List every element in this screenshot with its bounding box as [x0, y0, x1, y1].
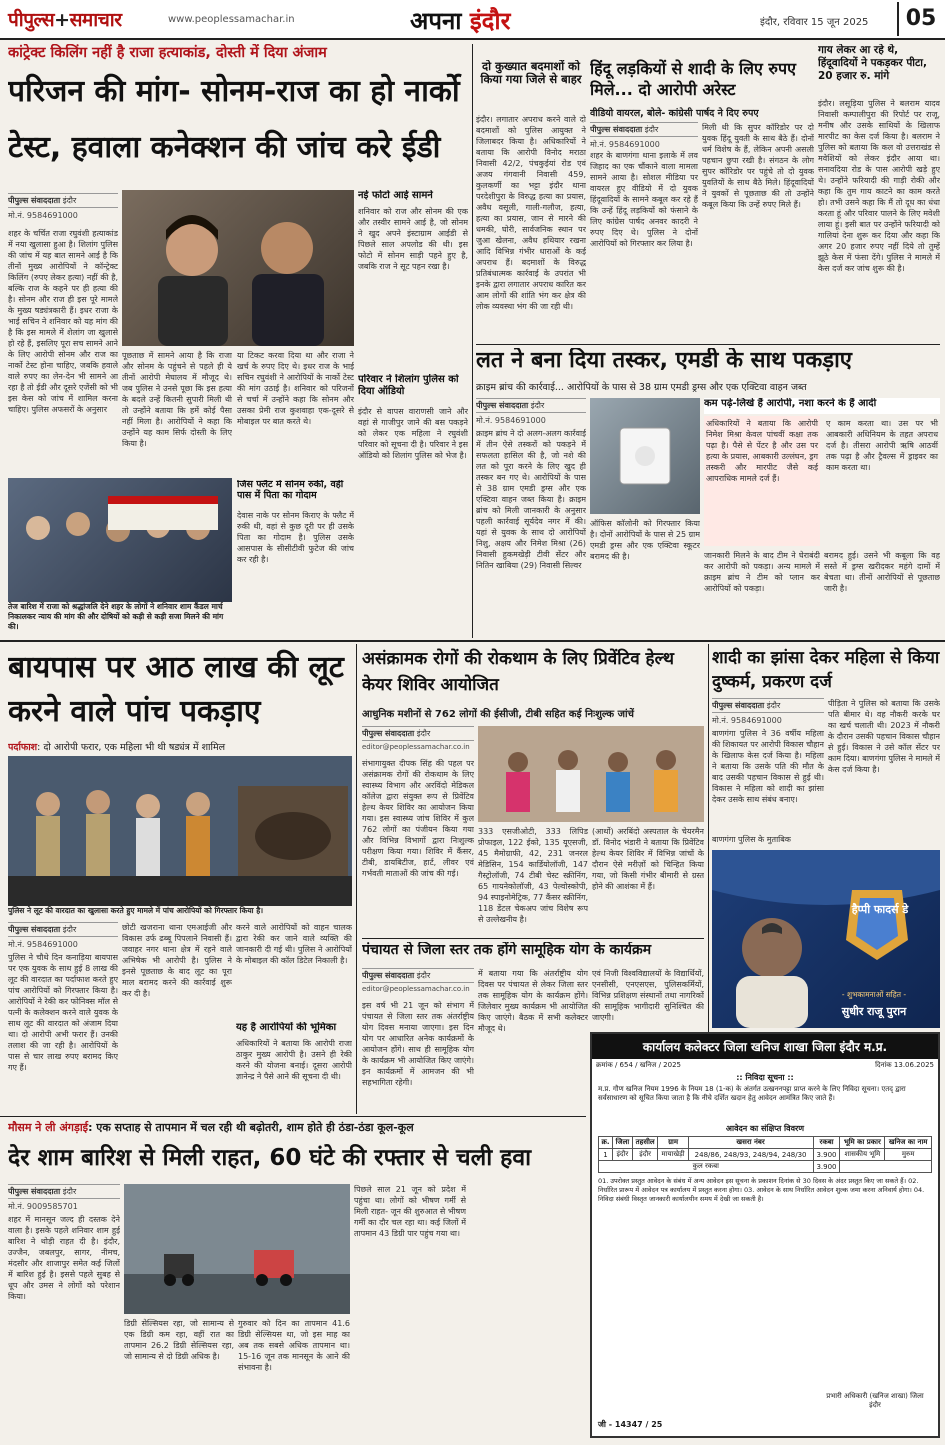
story6-sub-body: अधिकारियों ने बताया कि आरोपी राजा ठाकुर मुख्य आरोपी है। उसने ही रेकी करने की योजना बनाई। दूसरा आरोपी ज्ञानेन्द्र ने पैसे आने की सूचना दी थी।	[236, 1039, 352, 1081]
story5-body: क्राइम ब्रांच ने दो अलग-अलग कार्रवाई में तीन ऐसे तस्करों को पकड़ने में सफलता हासिल की है, जो नशे की लत को पूरा करने के लिए खुद ही तस्कर बन गए थे। आरोपियों के पास से 38 ग्राम एमडी ड्रग्स और एक एक्टिवा वाहन जब्त किया है। क्राइम ब्रांच को मिली जानकारी के अनुसार पहली कार्रवाई सूर्यदेव नगर में की। यहां से युवक के साथ दो आरोपियों निशु, अक्षय और निमेश मिश्रा (26) निवासी हुकमखेड़ी टीवी सेंटर और नितिन खाबिया (29) निवासी सिल्वर	[476, 429, 586, 570]
story6-byline: पीपुल्स संवाददाता इंदौर मो.नं. 9584691000	[8, 922, 118, 950]
story9-footer: बाणगंगा पुलिस के मुताबिक	[712, 835, 791, 844]
story3-byline: पीपुल्स संवाददाता इंदौर मो.नं. 9584691000	[590, 122, 698, 150]
story5-box-body2: ए काम करता था। उस पर भी आबकारी अधिनियम के तहत अपराध दर्ज है। तीसरा आरोपी ऋषि आठवीं तक पढ़ा है और ट्रैवल्स में ड्राइवर का काम करता था।	[826, 419, 938, 472]
story3-headline: हिंदू लड़कियों से शादी के लिए रुपए मिले... दो आरोपी अरेस्ट	[590, 59, 796, 99]
story1-kicker: कांट्रेक्ट किलिंग नहीं है राजा हत्याकांड, दोस्ती में दिया अंजाम	[8, 45, 327, 61]
newspaper-logo[interactable]: पीपुल्स+समाचार	[8, 9, 122, 31]
story7-sub: आधुनिक मशीनों से 762 लोगों की ईसीजी, टीबी सहित कई निःशुल्क जांचें	[362, 709, 634, 720]
fathers-day-wish: - शुभकामनाओं सहित -	[841, 990, 907, 999]
story10-body: शहर में मानसून जल्द ही दस्तक देने वाला है। इसके पहले शनिवार शाम हुई बारिश ने थोड़ी राहत दी है। इंदौर, उज्जैन, जबलपुर, सागर, नीमच, मंदसौर और शाजापुर समेत कई जिलों में बारिश हुई है। इससे पहले सुबह से धूप और उमस ने लोगों को परेशान किया।	[8, 1215, 120, 1301]
story1-sub2: परिवार ने शिलांग पुलिस को दिया ऑडियो	[358, 374, 459, 397]
story6-police-photo	[8, 756, 352, 906]
story6-sub: पर्दाफाश: दो आरोपी फरार, एक महिला भी थी षड्यंत्र में शामिल	[8, 742, 226, 753]
notice-table	[598, 1136, 932, 1173]
notice-title: कार्यालय कलेक्टर जिला खनिज शाखा जिला इंदौर म.प्र.	[592, 1034, 938, 1059]
story5-body3: बरामद हुई। उसने भी कबूला कि वह सस्ते में ड्रग्स खरीदकर महंगे दामों में बेचता था। तीनों आरोपियों से पूछताछ जारी है।	[824, 551, 940, 593]
story1-body2: पूछताछ में सामने आया है कि राजा और सोनम के पहुंचने से पहले ही ये तीनों आरोपी मेघालय में मौजूद थे। जब पुलिस ने उनसे पूछा कि इस हत्या के बदले उन्हें कितनी सुपारी मिली थी तो उन्होंने बताया कि हमें कोई पैसा नहीं मिला है। आरोपियों ने कहा कि उन्होंने यह काम सिर्फ दोस्ती के लिए किया है।	[122, 351, 232, 448]
tender-notice	[590, 1032, 940, 1438]
story8-body3: एवं निजी विश्वविद्यालयों के विद्यार्थियों, एनसीसी, एनएसएस, पुलिसकर्मियों, विभिन्न प्रशिक्षण संस्थानों तथा नागरिकों की सामूहिक भागीदारी सुनिश्चित की जाएगी।	[592, 969, 704, 1022]
story2-headline: दो कुख्यात बदमाशों को किया गया जिले से बाहर	[480, 60, 582, 87]
website-url[interactable]: www.peoplessamachar.in	[168, 14, 295, 25]
story7-byline: पीपुल्स संवाददाता इंदौर editor@peoplessamachar.co.in	[362, 726, 474, 756]
story7-headline: असंक्रामक रोगों की रोकथाम के लिए प्रिवेंटिव हेल्थ केयर शिविर आयोजित	[362, 649, 674, 695]
press-conference-illustration	[8, 756, 352, 906]
story1-candle-march-photo	[8, 478, 232, 602]
story8-body: इस वर्ष भी 21 जून को संभाग में पंचायत से जिला स्तर तक अंतर्राष्ट्रीय योग दिवस मनाया जाएगा। इस दिन योग पर आधारित अनेक कार्यक्रमों के आयोजन होंगे। साथ ही सामूहिक योग के कार्यक्रम भी आयोजित किए जाएंगे। इन कार्यक्रमों में आमजन की भी सहभागिता रहेगी।	[362, 1001, 474, 1087]
section-title: अपना इंदौर	[410, 7, 511, 35]
story6-body2: छोटी खजराना थाना एमआईजी और विकास उर्फ ढब्बू पिपलाने निवासी हैं। जवाहर नगर थाना क्षेत्र में रहने वाले अभिषेक भी आरोपी है। पुलिस ने इनसे पूछताछ के बाद लूट का पूरा माल बरामद करने की कार्रवाई शुरू कर दी है।	[122, 923, 232, 998]
drug-packet-illustration	[590, 398, 700, 514]
row-divider	[0, 1116, 586, 1117]
story3-sub: वीडियो वायरल, बोले- कांग्रेसी पार्षद ने दिए रुपए	[590, 108, 759, 119]
story3-body2: मिली थी कि सुपर कॉरिडोर पर दो युवक हिंदू युवती के साथ बैठे हैं। दोनों धर्म विशेष के हैं, लेकिन अपनी असली पहचान छुपा रखी है। संगठन के लोग सुपर कॉरिडोर पर पहुंचे तो दो युवक युवतियों के साथ बैठे मिले। हिंदूवादियों ने युवकों से पूछताछ की तो उन्होंने कबूल किया कि उन्हें रुपए मिले हैं।	[702, 123, 814, 209]
story5-headline: लत ने बना दिया तस्कर, एमडी के साथ पकड़ाए	[476, 348, 852, 373]
story10-headline: देर शाम बारिश से मिली राहत, 60 घंटे की रफ्तार से चली हवा	[8, 1145, 532, 1171]
story3-body: शहर के बाणगंगा थाना इलाके में लव जिहाद का एक चौंकाने वाला मामला सामने आया है। सोशल मीडिया पर वायरल हुए वीडियो में दो युवक हिंदूवादियों के सामने कबूल कर रहे हैं कि उन्हें हिंदू लड़कियों को फंसाने के लिए कांग्रेस पार्षद अनवर कादरी ने रुपए दिए थे। पुलिस ने दोनों आरोपियों को गिरफ्तार कर लिया है।	[590, 151, 698, 248]
story1-sub2-body: इंदौर से वापस वाराणसी जाने और वहां से गाजीपुर जाने की बस पकड़ने को लेकर एक महिला ने रघुवंशी परिवार को सूचना दी है। परिवार ने इस ऑडियो को शिलांग पुलिस को भेज है।	[358, 407, 468, 460]
story1-headline: परिजन की मांग- सोनम-राज का हो नार्को टेस्ट, हवाला कनेक्शन की जांच करे ईडी	[8, 74, 460, 165]
story5-box-head: कम पढ़े-लिखे हैं आरोपी, नशा करने के हैं आदी	[704, 398, 940, 414]
story5-photo-caption: ऑफिस कॉलोनी को गिरफ्तार किया है। दोनों आरोपियों के पास से 25 ग्राम एमडी ड्रग्स और एक एक्टिवा स्कूटर बरामद की है।	[590, 519, 700, 561]
notice-table-title: आवेदन का संक्षिप्त विवरण	[725, 1124, 805, 1133]
column-divider	[472, 44, 473, 638]
story10-byline: पीपुल्स संवाददाता इंदौर मो.नं. 9009585701	[8, 1184, 120, 1212]
story1-body3: या टिकट करवा दिया था और राजा ने खर्च के रुपए दिए थे। इधर राज के भाई सचिन रघुवंशी ने आरोपियों के नार्को टेस्ट की मांग उठाई है। शनिवार को परिजनों से चर्चा में उन्होंने कहा कि सोनम और उसका प्रेमी राज कुशवाहा एक-दूसरे से मोबाइल पर बात करते थे।	[237, 351, 354, 426]
story7-stats: 333 एसजीओटी, 333 लिपिड प्रोफाइल, 122 ईको, 135 यूएसजी, 45 मैमोग्राफी, 42, 231 जनरल मेडिसिन, 154 कार्डियोलॉजी, 147 गैस्ट्रोलॉजी, 74 टीबी चेस्ट स्क्रीनिंग, 65 गायनेकोलॉजी, 43 पेल्वोस्कोपी, 94 स्पाइनोमेट्रिक, 77 कैंसर स्क्रीनिंग, 118 डेंटल चेकअप जांच विशेष रूप से उल्लेखनीय है।	[478, 827, 588, 924]
row-divider	[476, 344, 940, 345]
story8-body2: में बताया गया कि अंतर्राष्ट्रीय योग दिवस पर पंचायत से लेकर जिला स्तर तक सामूहिक योग के कार्यक्रम होंगे। जिलेवार मुख्य कार्यक्रम भी आयोजित किए जाएंगे। बैठक में सभी कलेक्टर मौजूद थे।	[478, 969, 588, 1033]
notice-table-header: क्र. जिला तहसील ग्राम खसरा नंबर रकबा भूमि का प्रकार खनिज का नाम	[599, 1137, 932, 1149]
story6-photo-caption: पुलिस ने लूट की वारदात का खुलासा करते हुए मामले में पांच आरोपियों को गिरफ्तार किया है।	[8, 906, 264, 915]
health-camp-illustration	[478, 726, 704, 822]
notice-signoff: प्रभारी अधिकारी (खनिज शाखा) जिला इंदौर	[826, 1392, 924, 1409]
couple-illustration	[122, 190, 354, 346]
story9-headline: शादी का झांसा देकर महिला से किया दुष्कर्म, प्रकरण दर्ज	[712, 648, 940, 692]
story7-body2: (आर्थो) अरबिंदो अस्पताल के चेयरमैन डॉ. विनोद भंडारी ने बताया कि प्रिवेंटिव हेल्थ केयर शिविर में विभिन्न जांचों के दौरान ऐसे मरीज़ों को चिन्हित किया गया, जो किसी गंभीर बीमारी से ग्रस्त होने की आशंका में हैं।	[592, 827, 704, 891]
masthead	[0, 0, 945, 40]
column-divider	[356, 644, 357, 1114]
fathers-day-ad	[712, 850, 940, 1028]
story1-sub3: जिस फ्लैट में सोनम रुकी, वहीं पास में पिता का गोदाम	[237, 480, 344, 501]
notice-ref: क्रमांक / 654 / खनिज / 2025	[596, 1061, 681, 1069]
story1-sub1: नई फोटो आई सामने	[358, 190, 433, 201]
fathers-day-name: सुधीर राजू पुरान	[841, 1005, 907, 1018]
story10-body4: पिछले साल 21 जून को प्रदेश में पहुंचा था। लोगों को भीषण गर्मी से मिली राहत- जून की शुरुआत से भीषण गर्मी का दौर चल रहा था। कई जिलों में तापमान 43 डिग्री पार पहुंच गया था।	[354, 1185, 466, 1238]
story7-camp-photo	[478, 726, 704, 822]
notice-code: जी - 14347 / 25	[598, 1420, 663, 1429]
story10-rain-photo	[124, 1184, 350, 1314]
story6-sub-head: यह है आरोपियों की भूमिका	[236, 1022, 337, 1033]
story6-body3: करने वाले आरोपियों को वाहन चालक द्वारा रेकी कर जाने वाले व्यक्ति की जानकारी दी गई थी। पुलिस ने आरोपियों के मोबाइल की कॉल डिटेल निकाली है।	[236, 923, 352, 965]
story5-sub: क्राइम ब्रांच की कार्रवाई... आरोपियों के पास से 38 ग्राम एमडी ड्रग्स और एक एक्टिवा वाहन जब्त	[476, 382, 807, 393]
story1-sub3-body: देवास नाके पर सोनम किराए के फ्लैट में रुकी थी, वहां से कुछ दूरी पर ही उसके पिता का गोदाम है। पुलिस उसके आसपास के सीसीटीवी फुटेज की जांच कर रही है।	[237, 511, 354, 564]
rain-street-illustration	[124, 1184, 350, 1314]
notice-intro: म.प्र. गौण खनिज नियम 1996 के नियम 18 (1-क) के अंतर्गत उत्खननपट्टा प्राप्त करने के लिए निविदा सूचना। एतद् द्वारा सर्वसाधारण को सूचित किया जाता है कि नीचे दर्शित खदान हेतु आवेदन आमंत्रित किए जाते हैं।	[598, 1085, 906, 1102]
story5-drug-photo	[590, 398, 700, 514]
story5-body2: जानकारी मिलने के बाद टीम ने घेराबंदी कर आरोपी को पकड़ा। अन्य मामले में क्राइम ब्रांच ने टीम को प्लान कर आरोपियों को पकड़ा।	[704, 551, 820, 593]
story6-body: पुलिस ने चौथे दिन कनाड़िया बायपास पर एक युवक के साथ हुई 8 लाख की लूट की वारदात का पर्दाफाश करते हुए पांच आरोपियों को गिरफ्तार किया है। आरोपियों ने रेकी कर फोनिक्स मॉल से पत्नी के कलेक्शन करने वाले युवक के साथ लूट की वारदात को अंजाम दिया था। दो आरोपी अभी फरार हैं। उनकी तलाश की जा रही है। आरोपियों के पास से चार लाख रुपए बरामद किए गए हैं।	[8, 953, 118, 1072]
story1-body: शहर के चर्चित राजा रघुवंशी हत्याकांड में नया खुलासा हुआ है। शिलांग पुलिस की जांच में यह बात सामने आई है कि तीनों मुख्य आरोपियों ने कॉन्ट्रेक्ट किलिंग (रुपए लेकर हत्या) नहीं की है, बल्कि राज के कहने पर ही हत्या की है। सोनम और राज ही इस पूरे मामले के मुख्य षड्यंत्रकारी हैं। इधर राजा के भाई सचिन ने शनिवार को यह मांग की है कि इस मामले में शेलांग जा खुलासे हो रहे हैं, इसलिए पूरा सच सामने आने के लिए आरोपी सोनम और राज का नार्को टेस्ट होना चाहिए, जबकि हवाले वाले रुपए का लेन-देन भी सामने आ रहा है तो ईडी और दूसरे एजेंसी को भी इस केस को जांच में शामिल करना चाहिए। पुलिस अफसरों के अनुसार	[8, 229, 118, 414]
story5-byline: पीपुल्स संवाददाता इंदौर मो.नं. 9584691000	[476, 398, 586, 426]
row-divider	[0, 640, 945, 642]
story9-byline: पीपुल्स संवाददाता इंदौर मो.नं. 9584691000	[712, 698, 824, 726]
story6-headline: बायपास पर आठ लाख की लूट करने वाले पांच पकड़ाए	[8, 650, 344, 729]
story4-body: इंदौर। लसूड़िया पुलिस ने बलराम यादव निवासी कम्पालीपुरा की रिपोर्ट पर राजू, मनीष और उसके साथियों के खिलाफ मारपीट का केस दर्ज किया है। बलराम ने पुलिस को बताया कि कल वो उत्तराखंड से मवेशियों को लेकर इंदौर आया था। सनावदिया रोड के पास आरोपी खड़े हुए थे। उन्होंने फरियादी की गाड़ी रोकी और कहा कि तुम गाय काटने का काम करते हो। तभी उसने कहा कि मैं तो दूध का धंधा करता हूं और परिवार पालने के लिए मवेशी लाया हूं। इसी बात पर उन्होंने फरियादी को गालियां देना शुरू कर दिया और कहा कि अगर 20 हजार रुपए नहीं दिये तो तुम्हें झूठे केस में फंसा देंगे। पुलिस ने मामले में केस दर्ज कर जांच शुरू की है।	[818, 99, 940, 273]
story9-body: बाणगंगा पुलिस ने 36 वर्षीय महिला की शिकायत पर आरोपी विकास चौहान के खिलाफ केस दर्ज किया है। महिला ने बताया कि उसके पति की मौत के बाद उसकी पहचान विकास से हुई थी। विकास ने महिला को शादी का झांसा देकर उसके साथ संबंध बनाए।	[712, 729, 824, 804]
crowd-illustration	[8, 478, 232, 602]
story9-body2: पीड़िता ने पुलिस को बताया कि उसके पति बीमार थे। वह नौकरी करके घर का खर्च चलाती थी। 2023 में नौकरी के दौरान उसकी पहचान विकास चौहान से हुई। विकास ने उसे कॉल सेंटर पर काम दिया। बाणगंगा पुलिस ने मामले में केस दर्ज किया है।	[828, 699, 940, 774]
story1-byline: पीपुल्स संवाददाता इंदौर मो.नं. 9584691000	[8, 193, 118, 223]
story10-kicker: मौसम ने ली अंगड़ाई: एक सप्ताह से तापमान में चल रही थी बढ़ोतरी, शाम होते ही ठंडा-ठंडा कूल-कूल	[8, 1121, 414, 1134]
story1-couple-photo	[122, 190, 354, 346]
story1-sub1-body: शनिवार को राज और सोनम की एक और तस्वीर सामने आई है, जो सोनम ने खुद अपने इंस्टाग्राम आईडी से पिछले साल अपलोड की थी। इस फोटो में सोनम साड़ी पहने हुए है, जबकि राज ने सूट पहन रखा है।	[358, 207, 468, 271]
story7-body: संभागायुक्त दीपक सिंह की पहल पर असंक्रामक रोगों की रोकथाम के लिए स्वास्थ्य विभाग और अरविंदो मेडिकल कॉलेज द्वारा संयुक्त रूप से प्रिवेंटिव हेल्थ केयर शिविर का आयोजन किया गया। इस स्वास्थ्य जांच शिविर में कुल 762 लोगों का पंजीयन किया गया और विभिन्न विभागों द्वारा निःशुल्क परीक्षण किया गया। शिविर में कैंसर, टीबी, डायबिटीज, हार्ट, लीवर एवं गर्भवती माताओं की जांच की गई।	[362, 759, 474, 878]
story2-body: इंदौर। लगातार अपराध करने वाले दो बदमाशों को पुलिस आयुक्त ने जिलाबदर किया है। अधिकारियों ने बताया कि आरोपी विनोद मराठा निवासी 42/2, पंचकुईयां रोड एवं अजय गंगवानी निवासी 459, कुलकर्णी का भट्टा इंदौर थाना परदेशीपुरा के विरुद्ध हत्या का प्रयास, अवैध वसूली, गाली-गलौज, हत्या, हत्या का प्रयास, जान से मारने की धमकी, घोरी, सार्वजनिक स्थान पर जुआ खेलना, अवैध हथियार रखना आदि विभिन्न गंभीर धाराओं के कई अपराध हैं। बदमाशों के विरुद्ध प्रतिबंधात्मक कार्रवाई के उपरांत भी इनके द्वारा लगातार अपराध कारित कर आम लोगों की शांति भंग कर क्षेत्र की लोक व्यवस्था भंग की जा रही थी।	[476, 115, 586, 311]
story8-byline: पीपुल्स संवाददाता इंदौर editor@peoplessamachar.co.in	[362, 968, 474, 998]
ad-decor-illustration	[712, 850, 940, 1028]
story4-headline: गाय लेकर आ रहे थे, हिंदूवादियों ने पकड़कर पीटा, 20 हजार रु. मांगे	[818, 44, 928, 82]
story8-headline: पंचायत से जिला स्तर तक होंगे सामूहिक योग के कार्यक्रम	[362, 942, 652, 958]
dateline: इंदौर, रविवार 15 जून 2025	[760, 17, 869, 28]
notice-table-total: कुल रकबा 3.900	[599, 1161, 932, 1173]
notice-subtitle: :: निविदा सूचना ::	[736, 1073, 794, 1082]
notice-table-row: 1 इंदौर इंदौर मायाखेड़ी 248/86, 248/93, 248/94, 248/30 3.900 शासकीय भूमि मुरुम	[599, 1149, 932, 1161]
row-divider	[362, 938, 704, 939]
fathers-day-greeting: हैप्पी फादर्स डे	[851, 903, 909, 916]
story5-box-body: अधिकारियों ने बताया कि आरोपी निमेश मिश्रा केवल पांचवीं कक्षा तक पढ़ा है। पैसे से पेंटर है और उस पर हत्या के प्रयास, आबकारी उल्लंघन, ड्रग तस्करी और मारपीट जैसे कई आपराधिक मामले दर्ज हैं।	[704, 416, 820, 546]
story1-photo-caption: तेज बारिश में राजा को श्रद्धांजलि देने शहर के लोगों ने शनिवार शाम कैंडल मार्च निकालकर न्याय की मांग की और दोषियों को कड़ी से कड़ी सजा मिलने की मांग की।	[8, 602, 224, 631]
page-number: 05	[897, 2, 943, 36]
story10-body3: गुरुवार को दिन का तापमान 41.6 डिग्री सेल्सियस था, जो इस माह का अब तक सबसे अधिक तापमान था। 15-16 जून तक मानसून के आने की संभावना है।	[238, 1319, 350, 1372]
notice-terms: 01. उपरोक्त प्रस्तुत आवेदन के संबंध में अन्य आवेदन इस सूचना के प्रकाशन दिनांक से 30 दिवस के अंदर प्रस्तुत किए जा सकते हैं। 02. निर्धारित प्रारूप में आवेदन पत्र कार्यालय में प्रस्तुत करना होगा। 03. आवेदन के साथ निर्धारित आवेदन शुल्क जमा करना अनिवार्य होगा। 04. निविदा संबंधी विस्तृत जानकारी कार्यालयीन समय में देखी जा सकती है।	[598, 1177, 925, 1203]
notice-date: दिनांक 13.06.2025	[875, 1061, 934, 1069]
story10-body2: डिग्री सेल्सियस रहा, जो सामान्य से एक डिग्री कम रहा, वहीं रात का तापमान 26.2 डिग्री सेल्सियस रहा, जो सामान्य से दो डिग्री अधिक है।	[124, 1319, 234, 1361]
